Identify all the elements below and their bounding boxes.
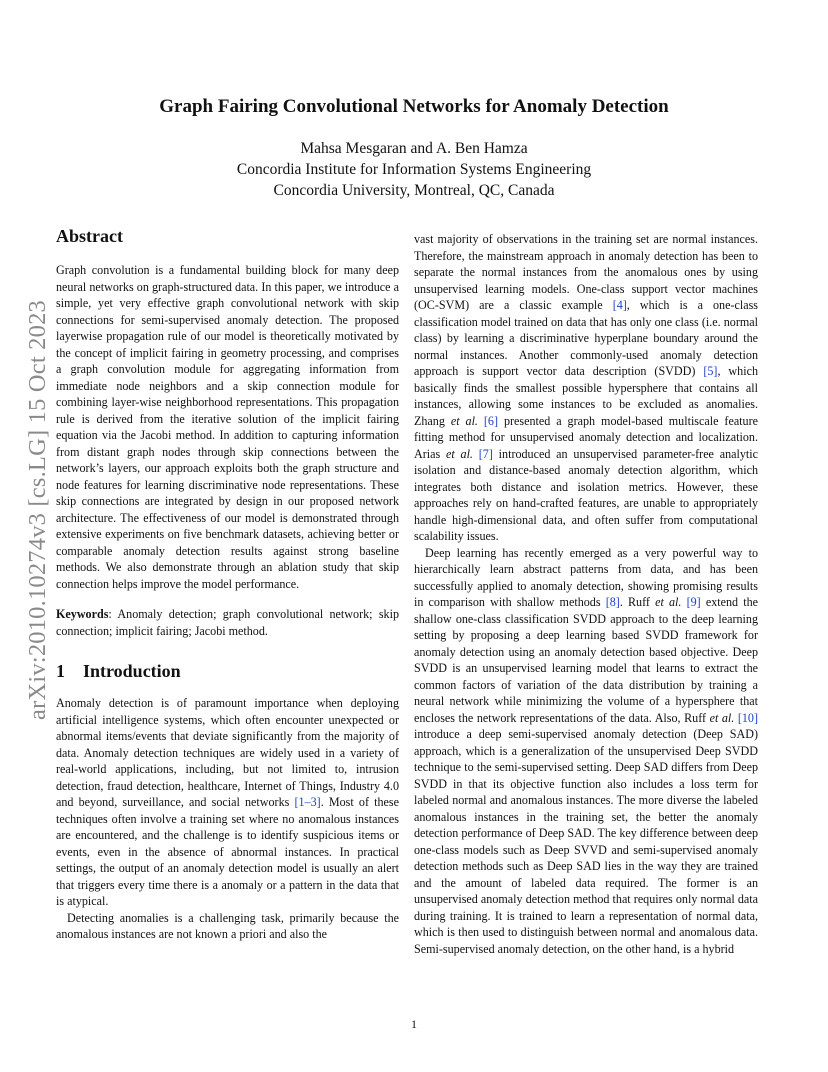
right-p1-text-d: presented a graph model-based multiscale feature fitting method for unsupervised anomaly detection and localization. Arias (414, 413, 758, 461)
paper-title: Graph Fairing Convolutional Networks for Anomaly Detection (159, 96, 669, 117)
right-p2-text-d: introduce a deep semi-supervised anomaly detection (Deep SAD) approach, which is a generalization of the unsupervised Deep SVDD technique to the semi-supervised setting. Deep SAD differs from Deep SVDD in that its objective function also includes a loss term for labeled normal and anomalous instances. The more diverse the labeled anomalous instances in the training set, the better the anomaly detection performance of Deep SAD. The key difference between deep one-class models such as Deep SVVD and semi-supervised anomaly detection methods such as Deep SAD lies in the way they are trained and the amount of labeled data required. The former is an unsupervised anomaly detection method that requires only normal data during training. It is trained to learn a representation of normal data, which is then used to distinguish between normal and anomalous data. Semi-supervised anomaly detection, on the other hand, is a hybrid (414, 727, 758, 956)
section-heading-introduction (56, 659, 399, 683)
left-column (56, 224, 399, 943)
right-p1-text-b: , which is a one-class classification model trained on data that has only one class (i.e. normal class) by learning a discriminative hyperplane boundary around the normal instances. Another commonly-used anomaly detection approach is support vector data description (SVDD) (414, 298, 759, 378)
abstract-heading: Abstract (56, 226, 123, 246)
citation-link[interactable]: [10] (737, 710, 758, 725)
et-al: et al. (450, 413, 478, 428)
et-al: et al. (446, 446, 473, 461)
intro-paragraph-1 (56, 695, 399, 910)
keywords-text: : Anomaly detection; graph convolutional network; skip connection; implicit fairing; Jacobi method. (56, 607, 399, 638)
keywords-label: Keywords (56, 607, 109, 621)
citation-link[interactable]: [7] (478, 446, 493, 461)
citation-link[interactable]: [4] (612, 298, 627, 312)
et-al: et al. (655, 595, 682, 609)
author-block (0, 138, 828, 201)
right-p1-text-a: vast majority of observations in the training set are normal instances. Therefore, the mainstream approach in anomaly detection has been to separate the normal instances from the anomalous ones by using unsupervised learning models. One-class support vector machines (OC-SVM) are a classic example (414, 232, 758, 312)
right-p1-text-c: , which basically finds the smallest possible hypersphere that contains all instances, allowing some instances to be excluded as anomalies. Zhang (414, 364, 758, 428)
citation-link[interactable]: [5] (703, 364, 718, 378)
affiliation-line-1: Concordia Institute for Information Systems Engineering (236, 161, 592, 178)
right-p2-text-c: extend the shallow one-class classification SVDD approach to the deep learning setting by proposing a deep learning based SVDD framework for anomaly detection using an anomaly detection based objective. Deep SVDD is an unsupervised learning model that learns to extract the common factors of variation of the data distribution by training a neural network while minimizing the volume of a hypersphere that encloses the network representations of the data. Also, Ruff (414, 595, 758, 725)
citation-link[interactable]: [6] (483, 413, 499, 428)
page-number: 1 (411, 1017, 417, 1031)
abstract-text: Graph convolution is a fundamental building block for many deep neural networks on graph-structured data. In this paper, we introduce a simple, yet very effective graph convolutional network with skip connections for semi-supervised anomaly detection. The proposed layerwise propagation rule of our model is theoretically motivated by the concept of implicit fairing in geometry processing, and comprises a graph convolution module for aggregating information from immediate node neighbors and a skip connection module for combining layer-wise neighborhood representations. This propagation rule is derived from the iterative solution of the implicit fairing equation via the Jacobi method. In addition to capturing information from distant graph nodes through skip connections between the network’s layers, our approach exploits both the graph structure and node features for learning discriminative node representations. These skip connections are integrated by design in our proposed network architecture. The effectiveness of our model is demonstrated through extensive experiments on five benchmark datasets, achieving better or comparable anomaly detection results against strong baseline methods. We also demonstrate through an ablation study that skip connection helps improve the model performance. (56, 263, 399, 591)
arxiv-id: arXiv:2010.10274v3 [cs.LG] 15 Oct 2023 (24, 300, 52, 720)
right-paragraph-1 (414, 231, 758, 545)
et-al: et al. (709, 710, 735, 725)
arxiv-stamp (22, 290, 54, 730)
citation-link[interactable]: [8] (605, 595, 620, 609)
section-title: Introduction (83, 661, 181, 681)
author-names: Mahsa Mesgaran and A. Ben Hamza (300, 140, 528, 157)
right-p1-text-e: introduced an unsupervised parameter-free analytic isolation and distance-based anomaly detection algorithm, which integrates both distance and isolation metrics. However, these approaches rely on hand-crafted features, are unable to appropriately handle high-dimensional data, and often suffer from computational scalability issues. (414, 446, 759, 543)
citation-link[interactable]: [1–3] (294, 795, 321, 809)
intro-p1-text-b: . Most of these techniques often involve a training set where no anomalous instances are encountered, and the challenge is to identify suspicious items or events, even in the absence of abnormal instances. In practical settings, the output of an anomaly detection model is usually an alert that triggers every time there is a anomaly or a pattern in the data that is atypical. (56, 795, 399, 908)
right-paragraph-2 (414, 545, 758, 958)
right-p2-text-a: Deep learning has recently emerged as a very powerful way to hierarchically learn abstract patterns from data, and has been successfully applied to anomaly detection, showing promising results in comparison with shallow methods (414, 545, 758, 609)
right-column (414, 231, 758, 957)
citation-link[interactable]: [9] (686, 595, 701, 609)
keywords-line (56, 606, 399, 639)
right-p2-text-b: . Ruff (619, 595, 656, 609)
section-number: 1 (56, 661, 65, 681)
intro-paragraph-2: Detecting anomalies is a challenging task, primarily because the anomalous instances are not known a priori and also the (56, 910, 399, 941)
affiliation-line-2: Concordia University, Montreal, QC, Canada (273, 182, 555, 199)
intro-p1-text-a: Anomaly detection is of paramount importance when deploying artificial intelligence systems, which often encounter unexpected or abnormal items/events that deviate significantly from the majority of data. Anomaly detection techniques are widely used in a variety of real-world applications, including, but not limited to, intrusion detection, fraud detection, healthcare, Internet of Things, Industry 4.0 and beyond, surveillance, and social networks (56, 696, 399, 809)
